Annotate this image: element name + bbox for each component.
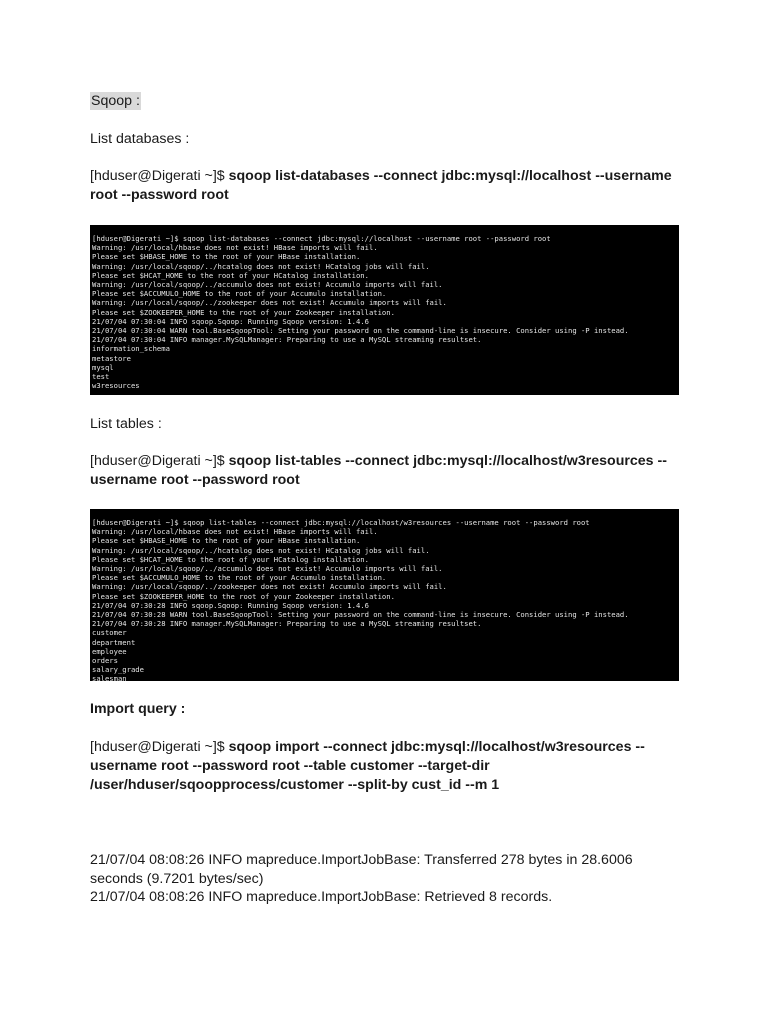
terminal-line: customer — [92, 628, 127, 638]
list-tables-command — [90, 452, 680, 490]
terminal-line: department — [92, 637, 136, 647]
terminal-line: Warning: /usr/local/sqoop/../accumulo does not exist! Accumulo imports will fail. — [92, 280, 443, 290]
import-query-label-text: Import query : — [90, 701, 186, 717]
terminal-line: orders — [92, 656, 118, 666]
terminal-line: Please set $HBASE_HOME to the root of your HBase installation. — [92, 252, 361, 262]
terminal-line: information_schema — [92, 344, 170, 354]
terminal-line: Warning: /usr/local/sqoop/../hcatalog does not exist! HCatalog jobs will fail. — [92, 261, 430, 271]
terminal-line: Please set $ZOOKEEPER_HOME to the root of your Zookeeper installation. — [92, 591, 395, 601]
terminal-line: salesman — [92, 674, 127, 681]
terminal-line: metastore — [92, 353, 131, 363]
terminal-line: salary_grade — [92, 665, 144, 675]
terminal-line: Please set $HCAT_HOME to the root of your HCatalog installation. — [92, 554, 369, 564]
list-tables-command-text: sqoop list-tables --connect jdbc:mysql://localhost/w3resources --username root --password root — [90, 453, 667, 488]
import-query-command — [90, 738, 680, 795]
terminal-line: employee — [92, 646, 127, 656]
terminal-line: Warning: /usr/local/hbase does not exist! HBase imports will fail. — [92, 527, 378, 537]
terminal-line: [hduser@Digerati ~]$ sqoop list-tables --connect jdbc:mysql://localhost/w3resources --username root --password root — [92, 518, 590, 527]
import-output-line-1: 21/07/04 08:08:26 INFO mapreduce.ImportJobBase: Transferred 278 bytes in 28.6006 seconds (9.7201 bytes/sec) — [90, 852, 633, 887]
terminal-line: mysql — [92, 362, 114, 372]
terminal-line: 21/07/04 07:30:04 WARN tool.BaseSqoopTool: Setting your password on the command-line is insecure. Consider using -P instead. — [92, 326, 629, 336]
list-databases-label: List databases : — [90, 131, 190, 147]
terminal-line: Warning: /usr/local/sqoop/../zookeeper does not exist! Accumulo imports will fail. — [92, 298, 447, 308]
terminal-line: Warning: /usr/local/sqoop/../zookeeper does not exist! Accumulo imports will fail. — [92, 582, 447, 592]
terminal-line: [hduser@Digerati ~]$ sqoop list-databases --connect jdbc:mysql://localhost --username root --password root — [92, 234, 551, 243]
terminal-line: Please set $HCAT_HOME to the root of your HCatalog installation. — [92, 270, 369, 280]
list-tables-terminal — [90, 509, 679, 681]
terminal-line: test — [92, 372, 110, 382]
terminal-line: 21/07/04 07:30:04 INFO sqoop.Sqoop: Running Sqoop version: 1.4.6 — [92, 316, 369, 326]
import-query-command-text: sqoop import --connect jdbc:mysql://localhost/w3resources --username root --password root --table customer --target-dir /user/hduser/sqoopprocess/customer --split-by cust_id --m 1 — [90, 739, 645, 793]
list-databases-command-text: sqoop list-databases --connect jdbc:mysql://localhost --username root --password root — [90, 168, 672, 203]
terminal-line: Please set $HBASE_HOME to the root of your HBase installation. — [92, 536, 361, 546]
terminal-line: 21/07/04 07:30:28 INFO manager.MySQLManager: Preparing to use a MySQL streaming resultset. — [92, 619, 482, 629]
terminal-line: 21/07/04 07:30:04 INFO manager.MySQLManager: Preparing to use a MySQL streaming resultset. — [92, 335, 482, 345]
terminal-line: Please set $ACCUMULO_HOME to the root of your Accumulo installation. — [92, 289, 387, 299]
import-output-line-2: 21/07/04 08:08:26 INFO mapreduce.ImportJobBase: Retrieved 8 records. — [90, 889, 553, 905]
terminal-line: Warning: /usr/local/sqoop/../hcatalog does not exist! HCatalog jobs will fail. — [92, 545, 430, 555]
terminal-line: 21/07/04 07:30:28 WARN tool.BaseSqoopTool: Setting your password on the command-line is insecure. Consider using -P instead. — [92, 610, 629, 620]
list-databases-prompt: [hduser@Digerati ~]$ — [90, 168, 229, 184]
list-tables-prompt: [hduser@Digerati ~]$ — [90, 453, 229, 469]
heading — [90, 92, 680, 111]
terminal-line: 21/07/04 07:30:28 INFO sqoop.Sqoop: Running Sqoop version: 1.4.6 — [92, 600, 369, 610]
terminal-line: w3resources — [92, 381, 140, 391]
terminal-line: Please set $ACCUMULO_HOME to the root of your Accumulo installation. — [92, 573, 387, 583]
import-query-label — [90, 700, 680, 719]
list-databases-terminal — [90, 225, 679, 395]
import-query-prompt: [hduser@Digerati ~]$ — [90, 739, 229, 755]
terminal-line: Warning: /usr/local/sqoop/../accumulo does not exist! Accumulo imports will fail. — [92, 564, 443, 574]
heading-text: Sqoop : — [91, 93, 140, 109]
terminal-line: Warning: /usr/local/hbase does not exist! HBase imports will fail. — [92, 243, 378, 253]
list-tables-label: List tables : — [90, 416, 162, 432]
terminal-line: Please set $ZOOKEEPER_HOME to the root of your Zookeeper installation. — [92, 307, 395, 317]
list-databases-command — [90, 167, 680, 205]
